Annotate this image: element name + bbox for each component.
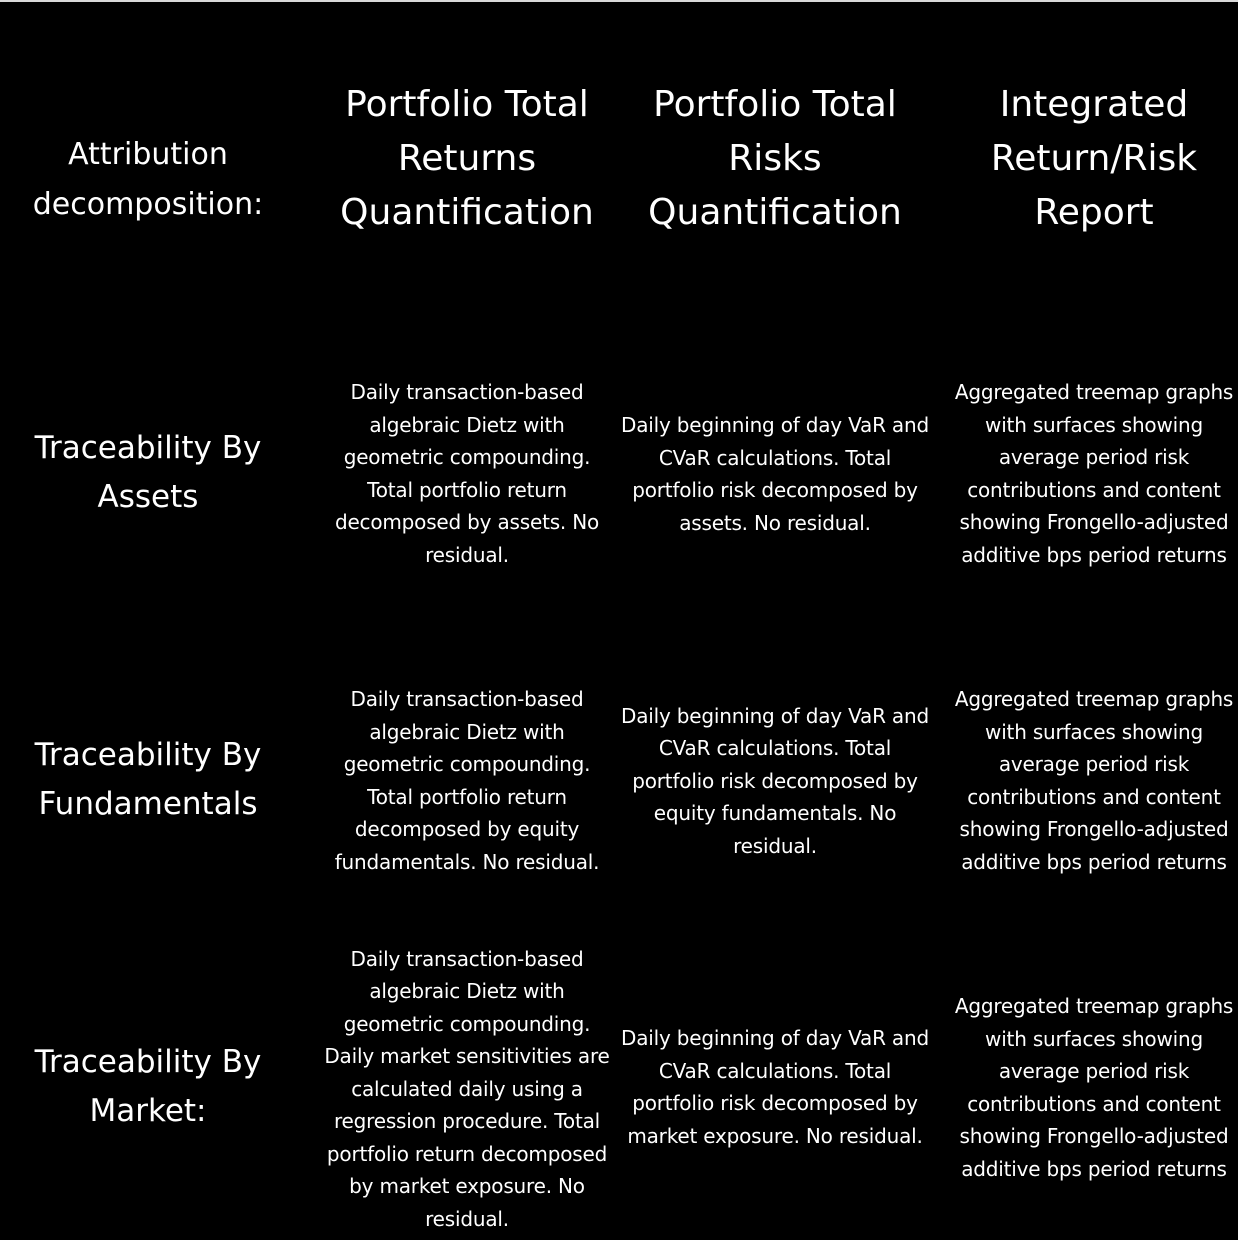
corner-label: Attribution decomposition: (32, 137, 264, 222)
row-label-market: Traceability By Market: (34, 1044, 262, 1129)
row-market-returns-cell: Daily transaction-based algebraic Dietz with geometric compounding. Daily market sensitivities are calculated daily using a regression procedure. Total portfolio return decomposed by market exposure. No residual. (324, 946, 610, 1231)
column-header-report: Integrated Return/Risk Report (990, 84, 1198, 233)
row-market-risks-cell: Daily beginning of day VaR and CVaR calculations. Total portfolio risk decomposed by market exposure. No residual. (621, 1026, 929, 1148)
column-header-risks: Portfolio Total Risks Quantification (648, 84, 902, 233)
row-market-report-cell: Aggregated treemap graphs with surfaces showing average period risk contributions and content showing Frongello-adjusted additive bps period returns (954, 994, 1234, 1181)
row-assets-report-cell: Aggregated treemap graphs with surfaces showing average period risk contributions and content showing Frongello-adjusted additive bps period returns (954, 380, 1234, 567)
row-assets-returns-cell: Daily transaction-based algebraic Dietz with geometric compounding. Total portfolio return decomposed by assets. No residual. (334, 380, 600, 567)
row-fundamentals-report-cell: Aggregated treemap graphs with surfaces showing average period risk contributions and content showing Frongello-adjusted additive bps period returns (954, 687, 1234, 874)
row-label-fundamentals: Traceability By Fundamentals (34, 737, 262, 822)
row-assets-risks-cell: Daily beginning of day VaR and CVaR calculations. Total portfolio risk decomposed by assets. No residual. (621, 413, 929, 535)
column-header-returns: Portfolio Total Returns Quantification (340, 84, 594, 233)
top-border (0, 0, 1238, 2)
row-fundamentals-returns-cell: Daily transaction-based algebraic Dietz with geometric compounding. Total portfolio return decomposed by equity fundamentals. No residual. (334, 687, 600, 874)
row-fundamentals-risks-cell: Daily beginning of day VaR and CVaR calculations. Total portfolio risk decomposed by equity fundamentals. No residual. (621, 703, 929, 858)
row-label-assets: Traceability By Assets (34, 430, 262, 515)
